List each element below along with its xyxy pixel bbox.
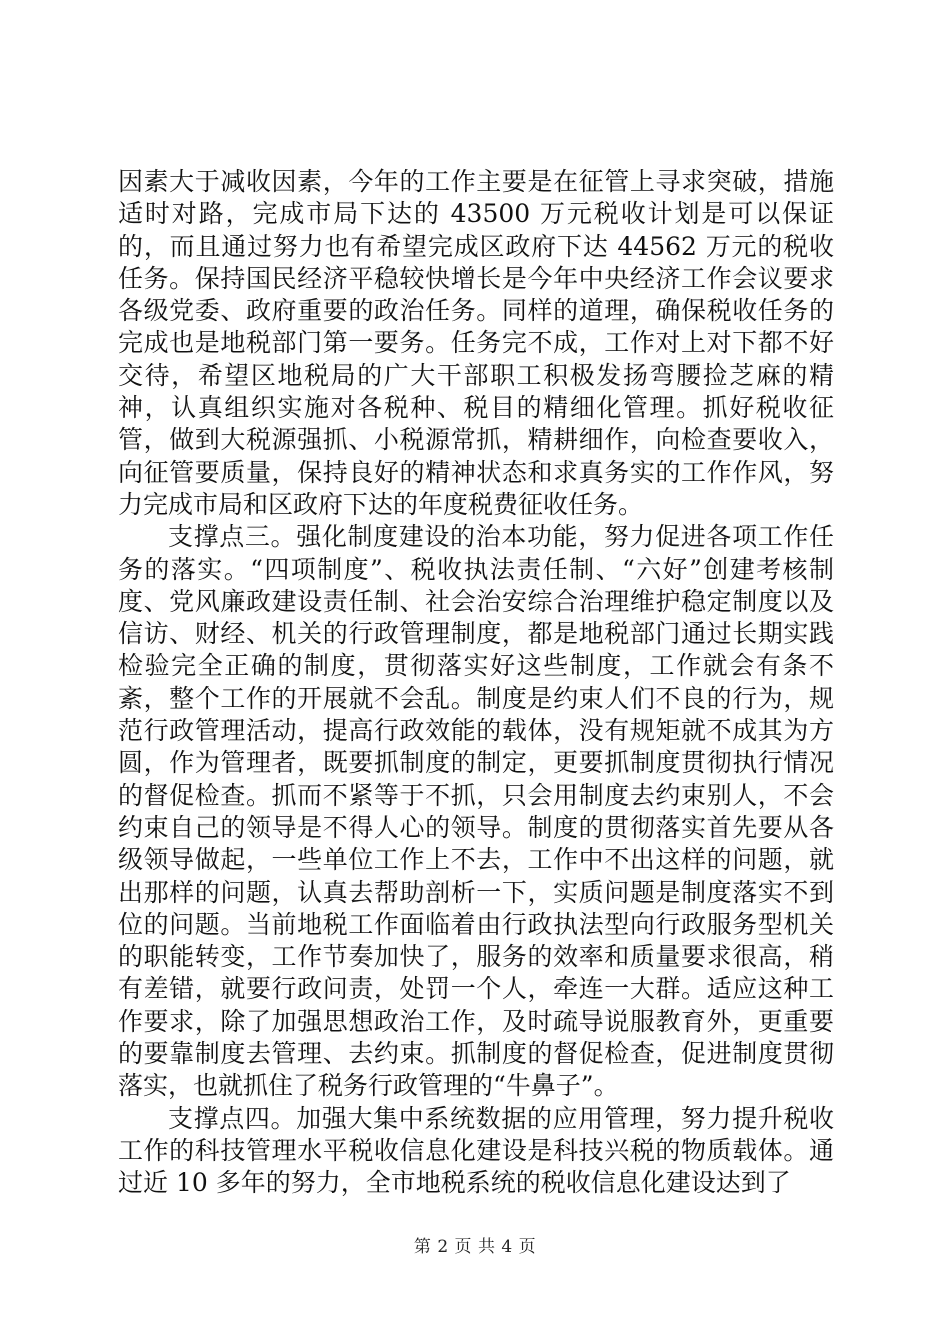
paragraph-3: 支撑点四。加强大集中系统数据的应用管理，努力提升税收工作的科技管理水平税收信息化建设是科技兴税的物质载体。通过近 10 多年的努力，全市地税系统的税收信息化建设达到了 xyxy=(118,1103,834,1198)
paragraph-1: 因素大于减收因素，今年的工作主要是在征管上寻求突破，措施适时对路，完成市局下达的 43500 万元税收计划是可以保证的，而且通过努力也有希望完成区政府下达 44562 万元的税收任务。保持国民经济平稳较快增长是今年中央经济工作会议要求各级党委、政府重要的政治任务。同样的道理，确保税收任务的完成也是地税部门第一要务。任务完不成，工作对上对下都不好交待，希望区地税局的广大干部职工积极发扬弯腰捡芝麻的精神，认真组织实施对各税种、税目的精细化管理。抓好税收征管，做到大税源强抓、小税源常抓，精耕细作，向检查要收入，向征管要质量，保持良好的精神状态和求真务实的工作作风，努力完成市局和区政府下达的年度税费征收任务。 xyxy=(118,167,834,519)
page-footer: 第 2 页 共 4 页 xyxy=(413,1237,537,1257)
paragraph-2: 支撑点三。强化制度建设的治本功能，努力促进各项工作任务的落实。“四项制度”、税收执法责任制、“六好”创建考核制度、党风廉政建设责任制、社会治安综合治理维护稳定制度以及信访、财经、机关的行政管理制度，都是地税部门通过长期实践检验完全正确的制度，贯彻落实好这些制度，工作就会有条不紊，整个工作的开展就不会乱。制度是约束人们不良的行为，规范行政管理活动，提高行政效能的载体，没有规矩就不成其为方圆，作为管理者，既要抓制度的制定，更要抓制度贯彻执行情况的督促检查。抓而不紧等于不抓，只会用制度去约束别人，不会约束自己的领导是不得人心的领导。制度的贯彻落实首先要从各级领导做起，一些单位工作上不去，工作中不出这样的问题，就出那样的问题，认真去帮助剖析一下，实质问题是制度落实不到位的问题。当前地税工作面临着由行政执法型向行政服务型机关的职能转变，工作节奏加快了，服务的效率和质量要求很高，稍有差错，就要行政问责，处罚一个人，牵连一大群。适应这种工作要求，除了加强思想政治工作，及时疏导说服教育外，更重要的要靠制度去管理、去约束。抓制度的督促检查，促进制度贯彻落实，也就抓住了税务行政管理的“牛鼻子”。 xyxy=(118,522,834,1101)
document-body xyxy=(118,166,834,1200)
